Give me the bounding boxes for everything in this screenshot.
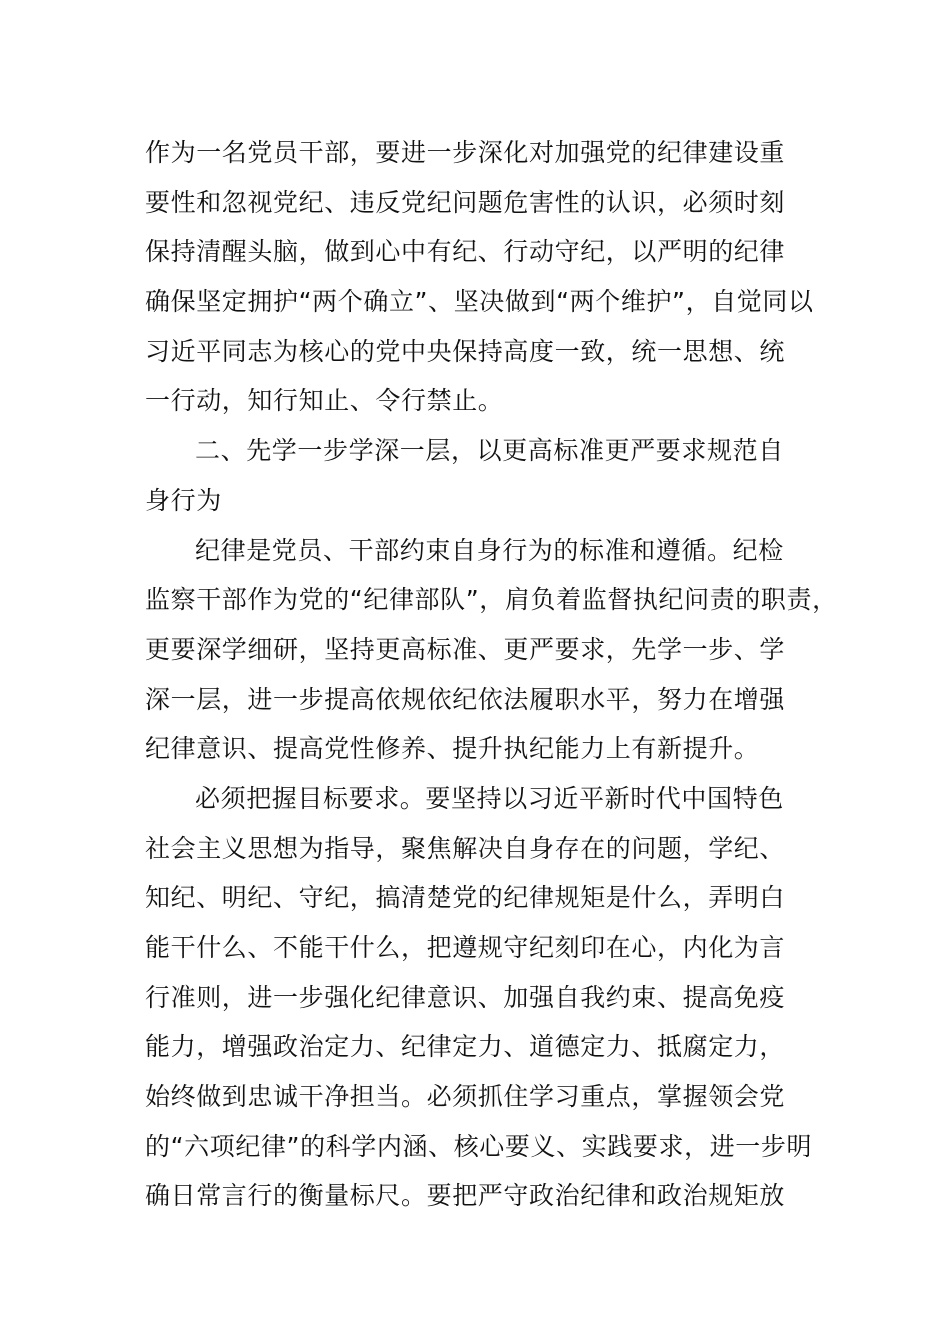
- text-line: 身行为: [145, 485, 222, 515]
- text-line: 确保坚定拥护“两个确立”、坚决做到“两个维护”，自觉同以: [145, 287, 814, 317]
- text-line: 一行动，知行知止、令行禁止。: [145, 386, 504, 416]
- text-line: 的“六项纪律”的科学内涵、核心要义、实践要求，进一步明: [145, 1131, 813, 1161]
- text-line: 行准则，进一步强化纪律意识、加强自我约束、提高免疫: [145, 982, 786, 1012]
- text-line: 必须把握目标要求。要坚持以习近平新时代中国特色: [195, 783, 784, 813]
- text-line: 能干什么、不能干什么，把遵规守纪刻印在心，内化为言: [145, 933, 786, 962]
- text-line: 习近平同志为核心的党中央保持高度一致，统一思想、统: [145, 336, 786, 366]
- text-line: 知纪、明纪、守纪，搞清楚党的纪律规矩是什么，弄明白: [145, 883, 786, 913]
- text-line: 深一层，进一步提高依规依纪依法履职水平，努力在增强: [145, 684, 786, 714]
- text-line: 确日常言行的衡量标尺。要把严守政治纪律和政治规矩放: [145, 1181, 786, 1211]
- text-line: 二、先学一步学深一层，以更高标准更严要求规范自: [195, 436, 784, 466]
- text-line: 监察干部作为党的“纪律部队”，肩负着监督执纪问责的职责，: [145, 585, 838, 615]
- text-line: 社会主义思想为指导，聚焦解决自身存在的问题，学纪、: [145, 833, 786, 863]
- text-line: 作为一名党员干部，要进一步深化对加强党的纪律建设重: [145, 138, 786, 167]
- text-line: 要性和忽视党纪、违反党纪问题危害性的认识，必须时刻: [145, 187, 786, 217]
- text-line: 纪律是党员、干部约束自身行为的标准和遵循。纪检: [195, 535, 784, 565]
- body-text: [145, 128, 838, 1221]
- text-line: 纪律意识、提高党性修养、提升执纪能力上有新提升。: [145, 734, 760, 764]
- text-line: 更要深学细研，坚持更高标准、更严要求，先学一步、学: [145, 634, 786, 664]
- text-line: 能力，增强政治定力、纪律定力、道德定力、抵腐定力，: [145, 1032, 786, 1062]
- text-line: 保持清醒头脑，做到心中有纪、行动守纪，以严明的纪律: [145, 237, 786, 267]
- text-line: 始终做到忠诚干净担当。必须抓住学习重点，掌握领会党: [145, 1082, 786, 1112]
